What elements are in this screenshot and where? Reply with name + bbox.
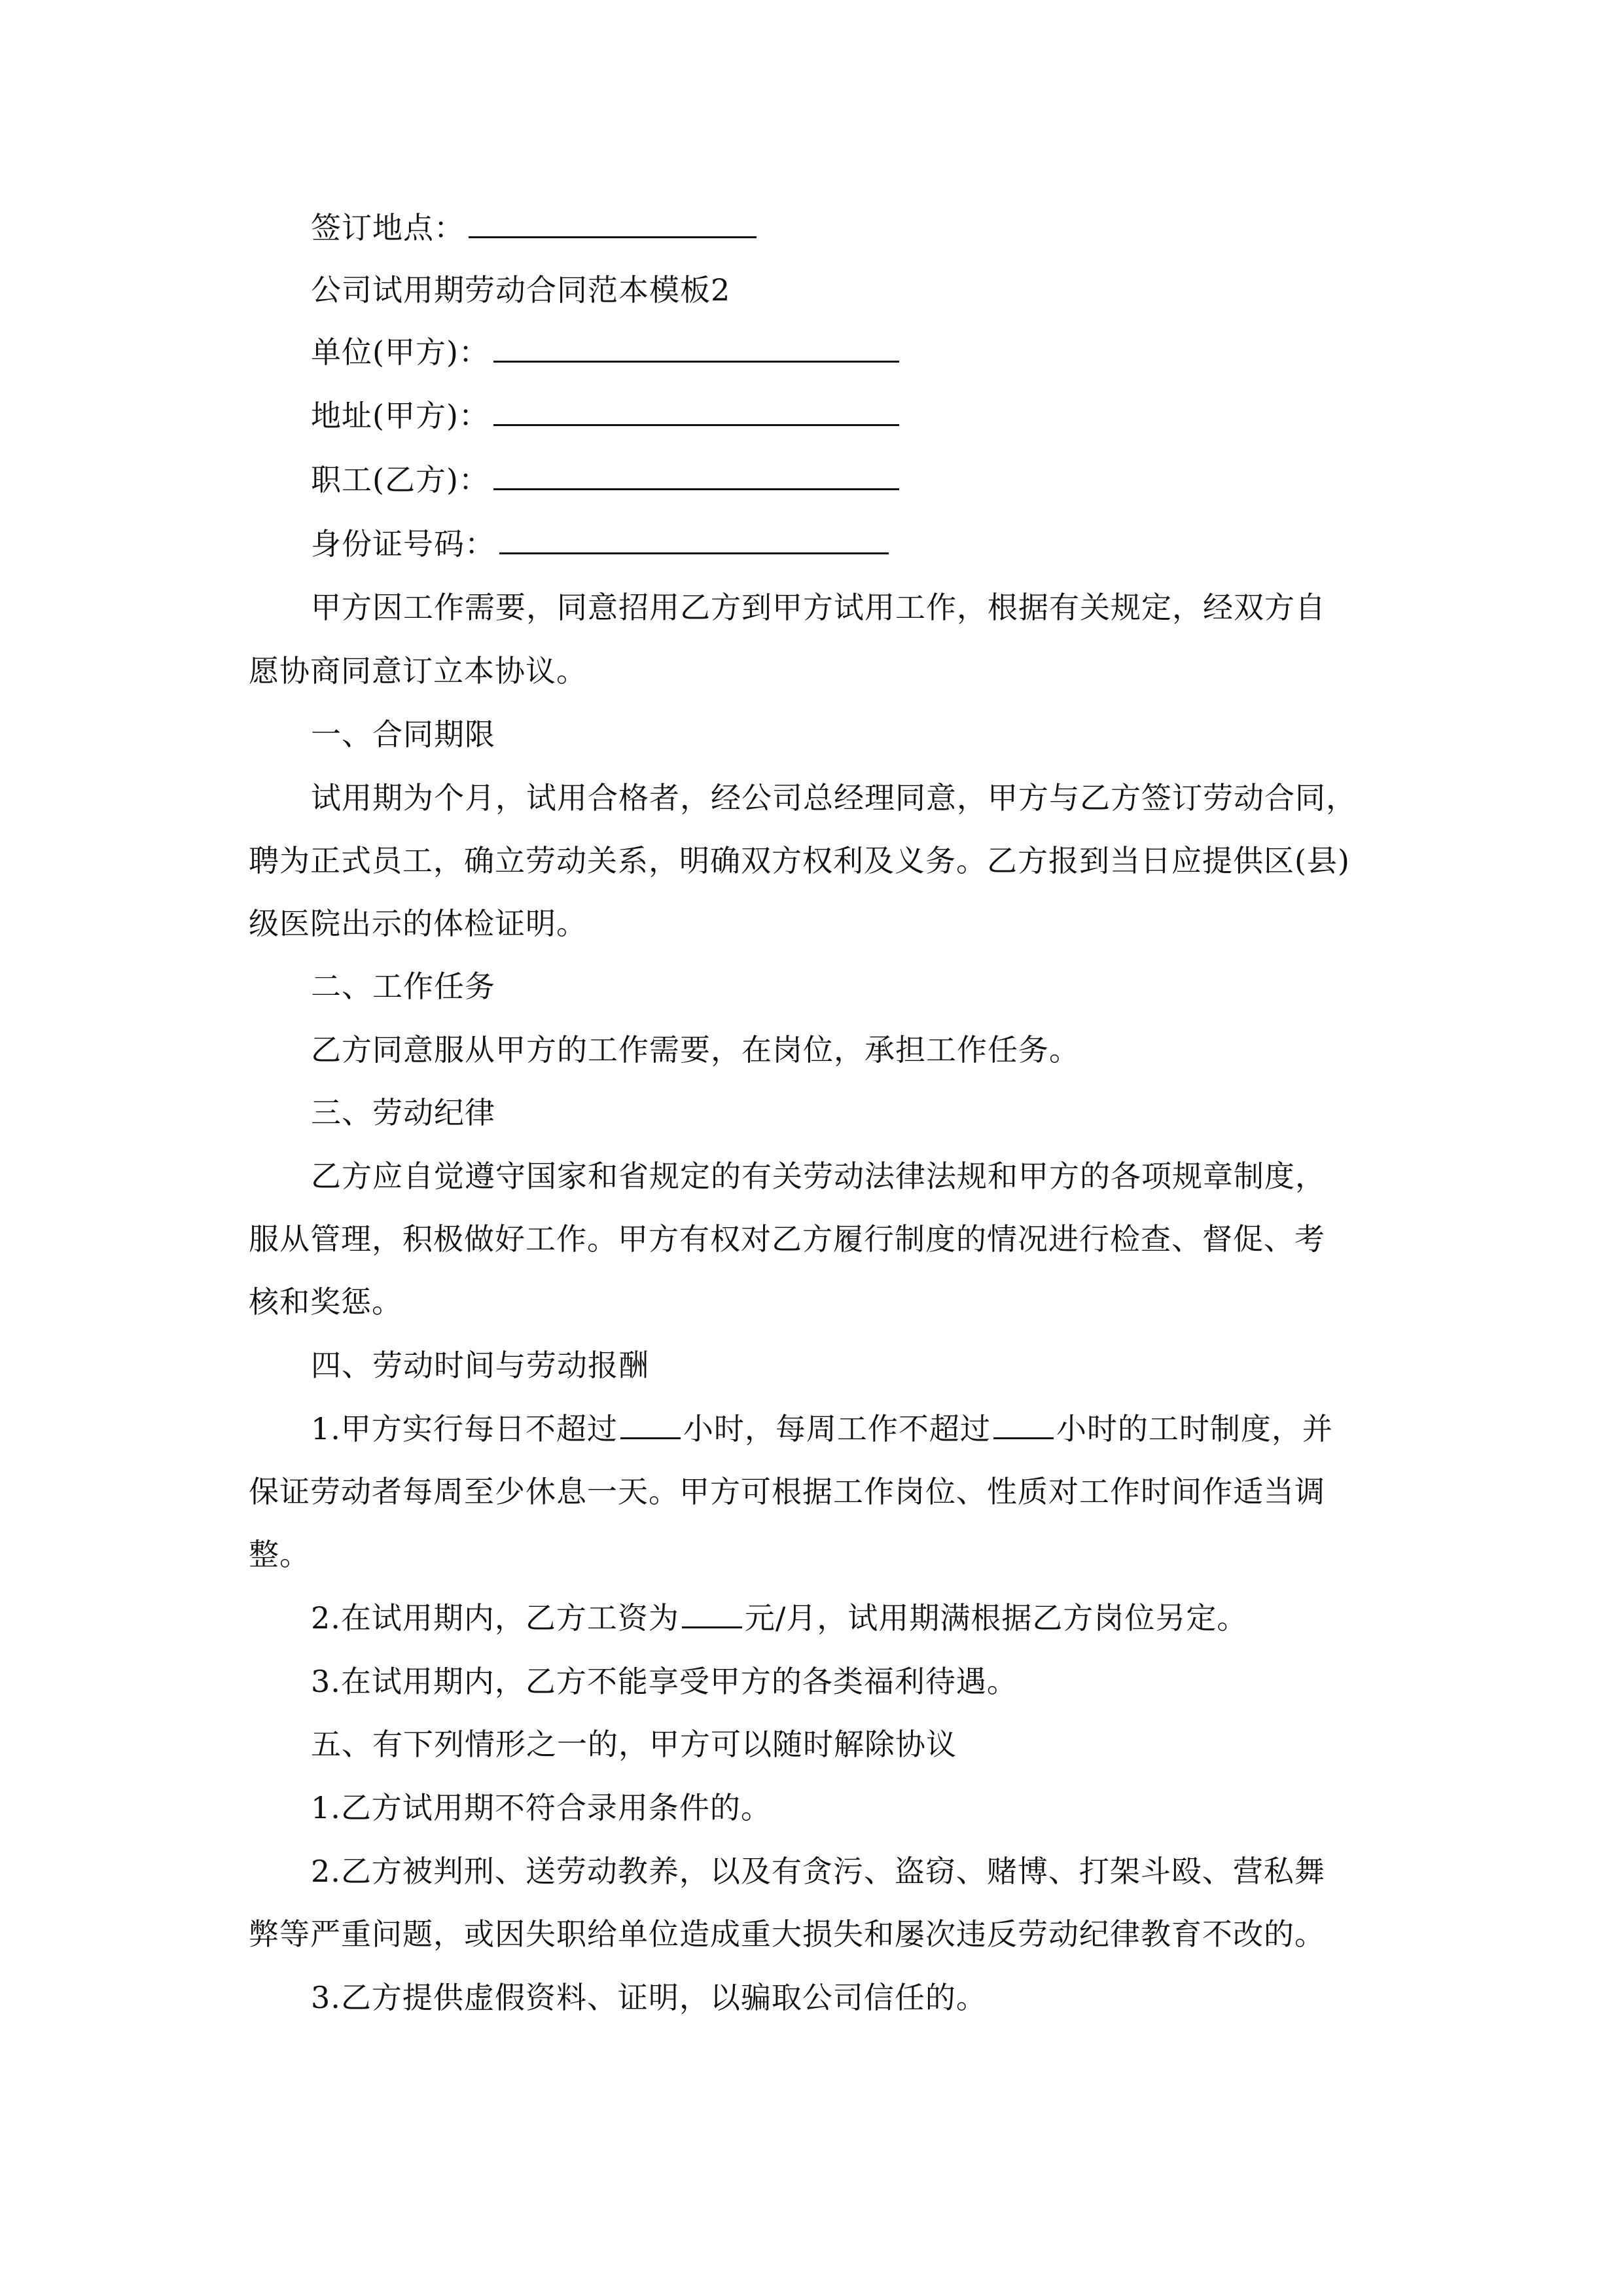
sign-place-line — [311, 208, 757, 247]
section1-title: 一、合同期限 — [311, 717, 495, 752]
section4-item1-text-b: 小时，每周工作不超过 — [683, 1411, 991, 1446]
weekly-hours-blank — [993, 1411, 1054, 1439]
sign-place-blank — [469, 209, 757, 238]
section2-title: 二、工作任务 — [311, 969, 495, 1004]
field-label-unit: 单位(甲方)： — [311, 334, 490, 370]
field-label-employee: 职工(乙方)： — [311, 462, 490, 497]
field-blank-unit — [493, 333, 899, 363]
section2-line: 乙方同意服从甲方的工作需要，在岗位，承担工作任务。 — [311, 1032, 1080, 1067]
contract-title: 公司试用期劳动合同范本模板2 — [311, 272, 731, 308]
field-label-address: 地址(甲方)： — [311, 398, 490, 433]
field-label-id-number: 身份证号码： — [311, 526, 495, 562]
section4-item1-line-1 — [311, 1409, 1333, 1448]
field-line-id-number — [311, 524, 889, 564]
section3-line-2: 服从管理，积极做好工作。甲方有权对乙方履行制度的情况进行检查、督促、考 — [249, 1221, 1325, 1257]
section1-line-2: 聘为正式员工，确立劳动关系，明确双方权利及义务。乙方报到当日应提供区(县) — [249, 843, 1350, 878]
field-line-unit — [311, 332, 899, 372]
section4-title: 四、劳动时间与劳动报酬 — [311, 1348, 649, 1383]
field-blank-employee — [493, 461, 899, 490]
section1-line-1: 试用期为个月，试用合格者，经公司总经理同意，甲方与乙方签订劳动合同， — [311, 780, 1357, 816]
section4-item1-text-c: 小时的工时制度，并 — [1056, 1411, 1333, 1446]
field-blank-address — [493, 397, 899, 426]
field-blank-id-number — [499, 525, 889, 554]
section3-line-3: 核和奖惩。 — [249, 1284, 402, 1319]
section5-item3-line: 3.乙方提供虚假资料、证明，以骗取公司信任的。 — [311, 1980, 987, 2015]
section3-line-1: 乙方应自觉遵守国家和省规定的有关劳动法律法规和甲方的各项规章制度， — [311, 1158, 1326, 1194]
section4-item3-line: 3.在试用期内，乙方不能享受甲方的各类福利待遇。 — [311, 1664, 1018, 1699]
section5-item2-line-1: 2.乙方被判刑、送劳动教养，以及有贪污、盗窃、赌博、打架斗殴、营私舞 — [311, 1854, 1325, 1889]
section4-item1-text-a: 1.甲方实行每日不超过 — [311, 1411, 618, 1446]
section5-item2-line-2: 弊等严重问题，或因失职给单位造成重大损失和屡次违反劳动纪律教育不改的。 — [249, 1916, 1325, 1952]
section4-item1-line-2: 保证劳动者每周至少休息一天。甲方可根据工作岗位、性质对工作时间作适当调 — [249, 1474, 1325, 1509]
daily-hours-blank — [620, 1411, 681, 1439]
intro-line-1: 甲方因工作需要，同意招用乙方到甲方试用工作，根据有关规定，经双方自 — [311, 590, 1326, 625]
section1-line-3: 级医院出示的体检证明。 — [249, 906, 587, 941]
section3-title: 三、劳动纪律 — [311, 1095, 495, 1130]
field-line-address — [311, 396, 899, 435]
salary-blank — [682, 1600, 742, 1628]
section4-item2-text-b: 元/月，试用期满根据乙方岗位另定。 — [744, 1600, 1248, 1636]
intro-line-2: 愿协商同意订立本协议。 — [249, 653, 587, 689]
section4-item1-line-3: 整。 — [249, 1537, 310, 1572]
section4-item2-text-a: 2.在试用期内，乙方工资为 — [311, 1600, 679, 1636]
section4-item2-line — [311, 1598, 1247, 1638]
section5-item1-line: 1.乙方试用期不符合录用条件的。 — [311, 1790, 772, 1825]
field-line-employee — [311, 460, 899, 499]
sign-place-label: 签订地点： — [311, 210, 465, 245]
section5-title: 五、有下列情形之一的，甲方可以随时解除协议 — [311, 1727, 957, 1762]
